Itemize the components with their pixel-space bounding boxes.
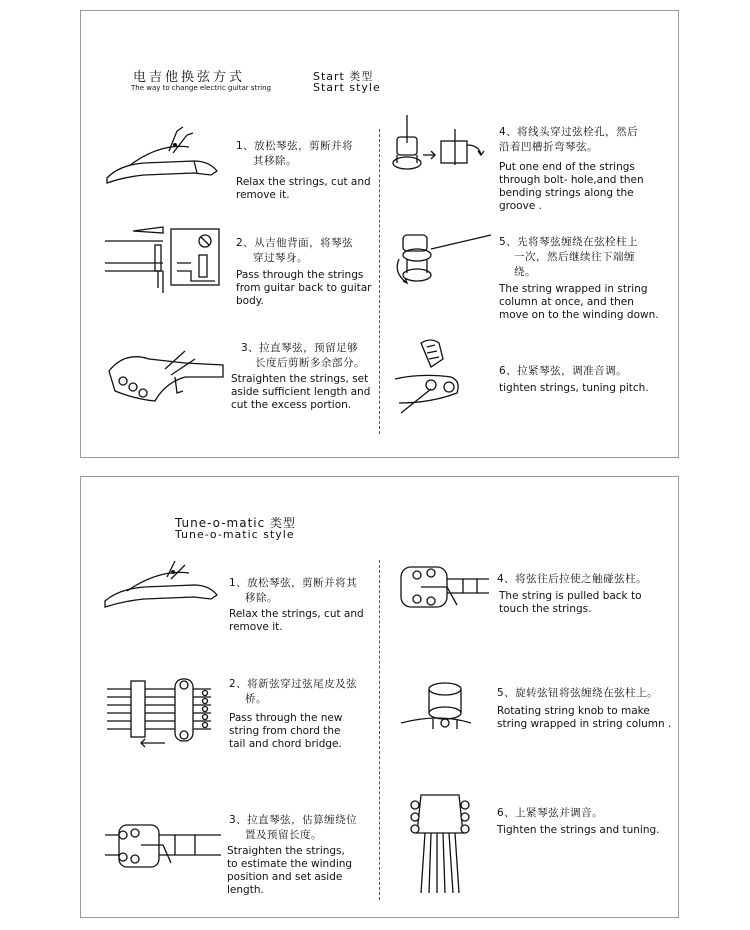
- step-5-zh: 5、先将琴弦缠绕在弦栓柱上: [499, 236, 639, 248]
- step-4-en-2: through bolt- hole,and then: [499, 174, 644, 186]
- step-1-zh: 1、放松琴弦，剪断并将其: [229, 577, 358, 589]
- step-1-zh: 1、放松琴弦，剪断并将: [236, 140, 354, 152]
- cut-strings-illustration: [99, 123, 224, 193]
- step-5-en: The string wrapped in string: [499, 283, 648, 295]
- step-2-zh: 2、将新弦穿过弦尾皮及弦: [229, 678, 358, 690]
- step-3-en: Straighten the strings, set: [231, 373, 369, 385]
- step-3-en-3: position and set aside: [227, 871, 343, 883]
- column-divider: [379, 129, 380, 434]
- step-6-en: tighten strings, tuning pitch.: [499, 382, 649, 394]
- start-style-panel: [80, 10, 679, 458]
- style-label: Start 类型: [313, 70, 374, 83]
- wrap-string-column-illustration: [391, 223, 501, 295]
- step-1-en: Relax the strings, cut and: [229, 608, 364, 620]
- step-1-en: Relax the strings, cut and: [236, 176, 371, 188]
- step-3-en-4: length.: [227, 884, 264, 896]
- step-5-zh-2: 一次，然后继续往下端缠: [514, 251, 635, 263]
- step-4-zh: 4、将线头穿过弦栓孔，然后: [499, 126, 639, 138]
- step-3-zh-2: 置及预留长度。: [245, 829, 322, 841]
- straighten-strings-illustration: [105, 341, 230, 413]
- step-3-en-2: aside sufficient length and: [231, 386, 371, 398]
- step-1-zh-2: 其移除。: [253, 155, 297, 167]
- step-2-zh-2: 穿过琴身。: [253, 252, 308, 264]
- step-4-en-2: touch the strings.: [499, 603, 592, 615]
- tune-o-matic-panel: [80, 476, 679, 918]
- style-label-en: Start style: [313, 81, 381, 94]
- step-4-en-4: groove .: [499, 200, 542, 212]
- step-5-en: Rotating string knob to make: [497, 705, 650, 717]
- step-4-zh-2: 沿着凹槽折弯琴弦。: [499, 141, 598, 153]
- step-2-en-3: tail and chord bridge.: [229, 738, 342, 750]
- step-1-en-2: remove it.: [229, 621, 283, 633]
- headstock-illustration: [101, 813, 231, 873]
- column-divider: [379, 560, 380, 900]
- step-5-en-2: string wrapped in string column .: [497, 718, 672, 730]
- pass-through-body-illustration: [103, 223, 228, 303]
- step-5-en-2: column at once, and then: [499, 296, 634, 308]
- step-6-en: Tighten the strings and tuning.: [497, 824, 660, 836]
- step-3-en-2: to estimate the winding: [227, 858, 353, 870]
- tailpiece-bridge-illustration: [101, 675, 226, 755]
- step-5-zh-3: 绕。: [514, 266, 536, 278]
- tighten-strings-illustration: [391, 333, 491, 413]
- step-4-en: The string is pulled back to: [499, 590, 642, 602]
- panel-title-zh: 电吉他换弦方式: [133, 70, 246, 85]
- step-3-en-3: cut the excess portion.: [231, 399, 352, 411]
- panel-title-en: The way to change electric guitar string: [131, 84, 271, 92]
- step-4-en-3: bending strings along the: [499, 187, 634, 199]
- step-3-zh: 3、拉直琴弦，预留足够: [241, 342, 359, 354]
- step-3-zh-2: 长度后剪断多余部分。: [255, 357, 365, 369]
- step-5-zh: 5、旋转弦钮将弦缠绕在弦柱上。: [497, 687, 659, 699]
- step-3-zh: 3、拉直琴弦，估算缠绕位: [229, 814, 358, 826]
- step-5-en-3: move on to the winding down.: [499, 309, 659, 321]
- step-1-zh-2: 移除。: [245, 592, 278, 604]
- pull-string-back-illustration: [397, 561, 493, 617]
- step-2-en-3: body.: [236, 295, 264, 307]
- step-4-en: Put one end of the strings: [499, 161, 635, 173]
- tuning-headstock-illustration: [407, 793, 473, 903]
- step-6-zh: 6、上紧琴弦并调音。: [497, 807, 604, 819]
- bolt-hole-illustration: [393, 115, 493, 190]
- style-label: Tune-o-matic 类型: [175, 516, 297, 530]
- step-2-zh-2: 桥。: [245, 693, 267, 705]
- cut-strings-illustration: [99, 559, 224, 615]
- step-2-zh: 2、从吉他背面，将琴弦: [236, 237, 354, 249]
- step-1-en-2: remove it.: [236, 189, 290, 201]
- step-4-zh: 4、将弦往后拉使之触碰弦柱。: [497, 573, 648, 585]
- rotate-knob-illustration: [399, 677, 499, 737]
- step-2-en-2: string from chord the: [229, 725, 341, 737]
- step-2-en: Pass through the strings: [236, 269, 364, 281]
- step-2-en-2: from guitar back to guitar: [236, 282, 372, 294]
- step-3-en: Straighten the strings,: [227, 845, 345, 857]
- step-2-en: Pass through the new: [229, 712, 343, 724]
- step-6-zh: 6、拉紧琴弦，调准音调。: [499, 365, 628, 377]
- style-label-en: Tune-o-matic style: [175, 528, 295, 541]
